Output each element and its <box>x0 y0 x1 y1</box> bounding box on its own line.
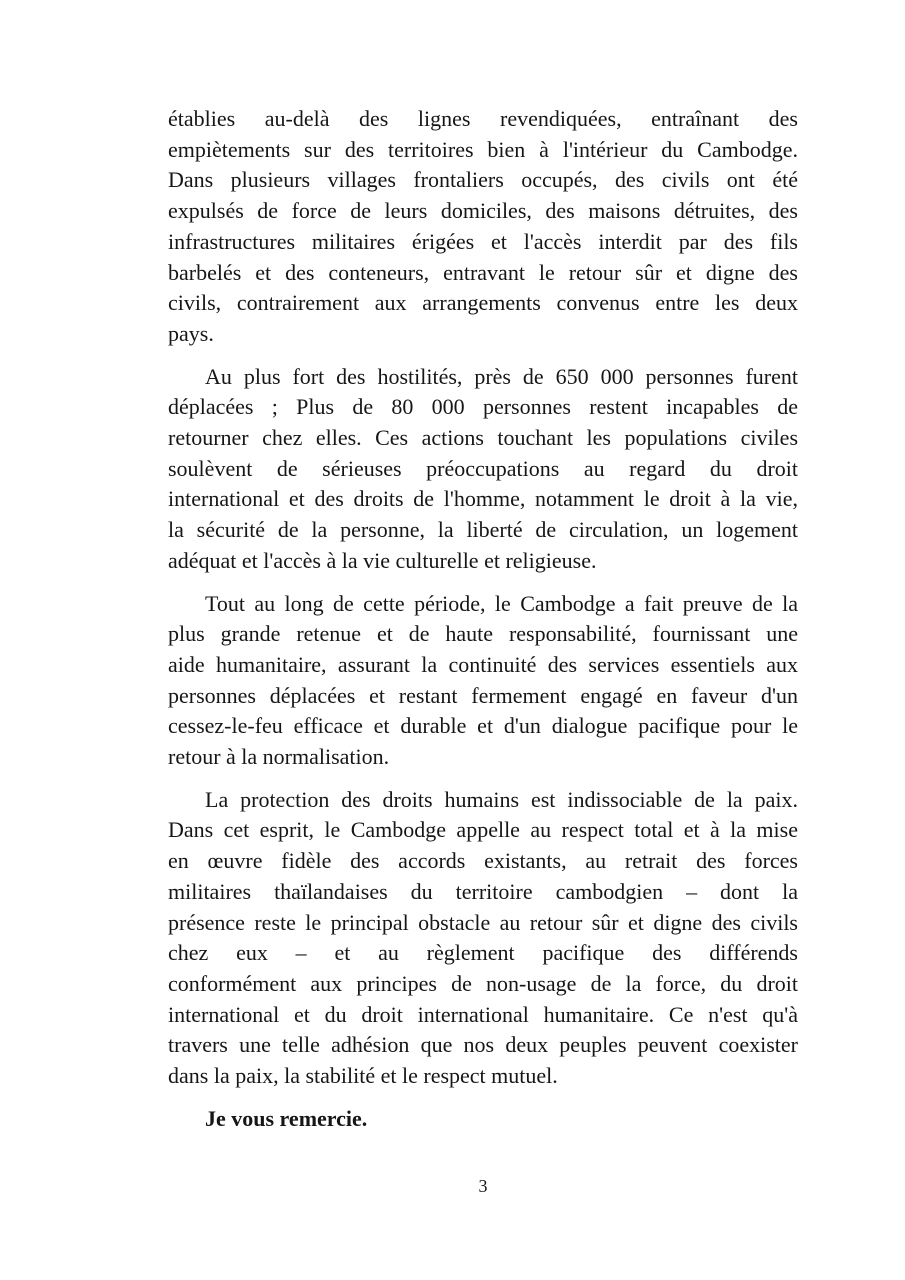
text-line: aide humanitaire, assurant la continuité des services essentiels aux <box>168 651 798 677</box>
paragraph <box>168 1104 798 1135</box>
text-line: retourner chez elles. Ces actions touchant les populations civiles <box>168 425 798 451</box>
text-line: Dans cet esprit, le Cambodge appelle au respect total et à la mise <box>168 817 798 843</box>
text-line: Je vous remercie. <box>205 1105 368 1131</box>
text-line: expulsés de force de leurs domiciles, des maisons détruites, des <box>168 198 798 224</box>
text-line: pays. <box>168 320 214 346</box>
text-line: infrastructures militaires érigées et l'accès interdit par des fils <box>168 228 798 254</box>
paragraph <box>168 362 798 577</box>
text-line: plus grande retenue et de haute responsabilité, fournissant une <box>168 621 798 647</box>
text-line: empiètements sur des territoires bien à l'intérieur du Cambodge. <box>168 136 798 162</box>
text-line: chez eux – et au règlement pacifique des différends <box>168 940 798 966</box>
document-body <box>168 104 798 1147</box>
text-line: la sécurité de la personne, la liberté de circulation, un logement <box>168 517 798 543</box>
text-line: cessez-le-feu efficace et durable et d'un dialogue pacifique pour le <box>168 713 798 739</box>
text-line: militaires thaïlandaises du territoire cambodgien – dont la <box>168 878 798 904</box>
text-line: Au plus fort des hostilités, près de 650 000 personnes furent <box>205 363 798 389</box>
text-line: barbelés et des conteneurs, entravant le retour sûr et digne des <box>168 259 798 285</box>
text-line: international et du droit international humanitaire. Ce n'est qu'à <box>168 1001 798 1027</box>
text-line: Tout au long de cette période, le Cambodge a fait preuve de la <box>205 590 798 616</box>
text-line: civils, contrairement aux arrangements convenus entre les deux <box>168 290 798 316</box>
paragraph <box>168 589 798 773</box>
text-line: présence reste le principal obstacle au retour sûr et digne des civils <box>168 909 798 935</box>
text-line: dans la paix, la stabilité et le respect mutuel. <box>168 1063 558 1089</box>
text-line: en œuvre fidèle des accords existants, au retrait des forces <box>168 848 798 874</box>
page-number: 3 <box>478 1176 488 1196</box>
text-line: Dans plusieurs villages frontaliers occupés, des civils ont été <box>168 167 798 193</box>
text-line: soulèvent de sérieuses préoccupations au regard du droit <box>168 455 798 481</box>
text-line: établies au-delà des lignes revendiquées, entraînant des <box>168 106 798 131</box>
paragraph <box>168 104 798 350</box>
text-line: international et des droits de l'homme, notamment le droit à la vie, <box>168 486 798 512</box>
text-line: déplacées ; Plus de 80 000 personnes restent incapables de <box>168 394 798 420</box>
text-line: adéquat et l'accès à la vie culturelle et religieuse. <box>168 547 597 573</box>
text-line: travers une telle adhésion que nos deux peuples peuvent coexister <box>168 1032 798 1058</box>
text-line: conformément aux principes de non-usage de la force, du droit <box>168 970 798 996</box>
text-line: retour à la normalisation. <box>168 744 390 770</box>
text-line: personnes déplacées et restant fermement engagé en faveur d'un <box>168 682 798 708</box>
paragraph <box>168 785 798 1092</box>
text-line: La protection des droits humains est indissociable de la paix. <box>205 786 798 812</box>
